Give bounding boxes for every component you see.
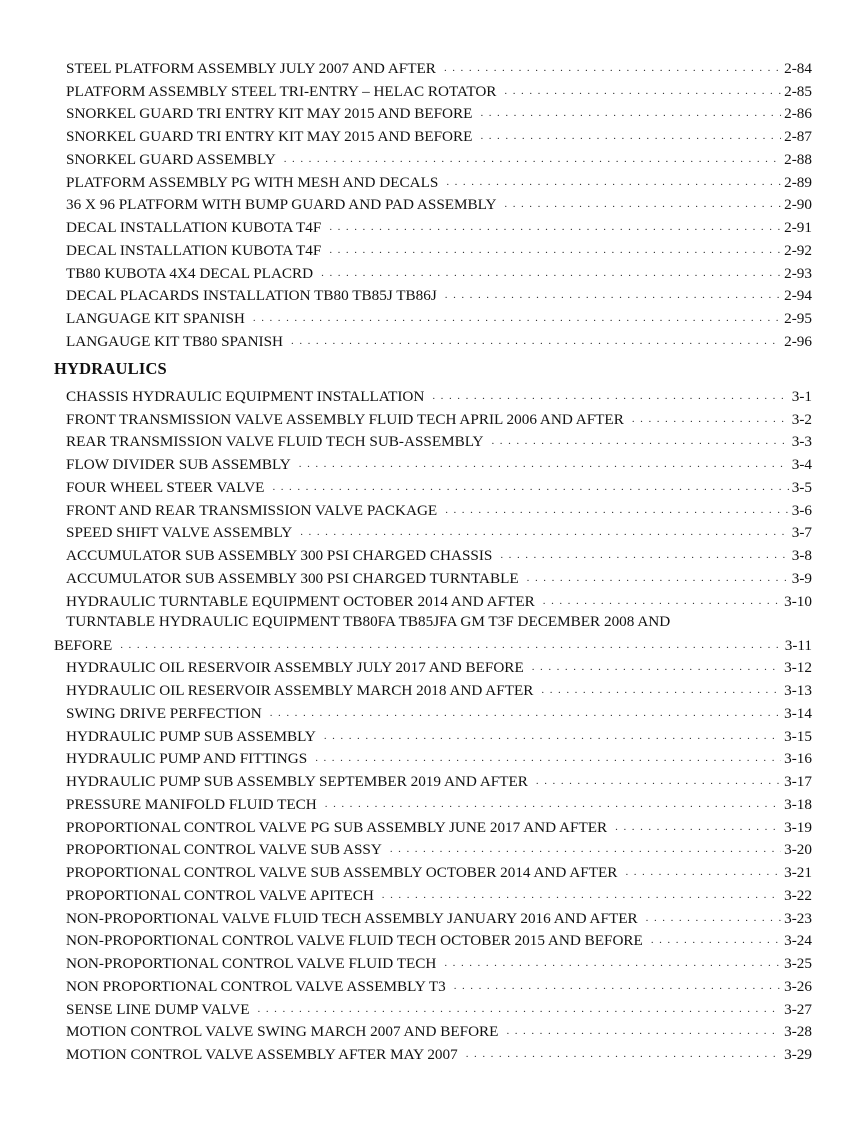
toc-entry-page: 3-19	[784, 818, 812, 836]
toc-entry-title: SNORKEL GUARD TRI ENTRY KIT MAY 2015 AND BEFORE	[66, 105, 473, 123]
toc-entry[interactable]	[54, 723, 812, 746]
toc-entry-page: 2-86	[784, 105, 812, 123]
dot-leader	[646, 912, 781, 924]
toc-entry-title: LANGAUGE KIT TB80 SPANISH	[66, 332, 284, 350]
toc-entry-title: MOTION CONTROL VALVE SWING MARCH 2007 AND BEFORE	[66, 1023, 499, 1041]
toc-entry[interactable]	[54, 655, 812, 678]
dot-leader	[625, 866, 781, 878]
toc-entry-page: 3-11	[784, 636, 812, 654]
toc-entry-title: LANGUAGE KIT SPANISH	[66, 310, 245, 327]
toc-entry-page: 2-95	[784, 310, 812, 327]
toc-entry[interactable]	[54, 542, 812, 565]
toc-entry-title: HYDRAULIC OIL RESERVOIR ASSEMBLY JULY 2017 AND BEFORE	[66, 659, 524, 677]
toc-entry-title: PROPORTIONAL CONTROL VALVE APITECH	[66, 886, 374, 904]
toc-entry-title: SENSE LINE DUMP VALVE	[66, 1000, 250, 1018]
toc-entry-page: 3-1	[791, 387, 812, 405]
toc-entry[interactable]	[54, 237, 812, 260]
dot-leader	[466, 1048, 781, 1060]
dot-leader	[532, 661, 781, 673]
toc-entry-page: 3-20	[784, 841, 812, 859]
toc-entry-page: 3-14	[784, 704, 812, 722]
dot-leader	[480, 107, 781, 119]
toc-entry-title: PLATFORM ASSEMBLY STEEL TRI-ENTRY – HELAC ROTATOR	[66, 82, 497, 100]
toc-entry-page: 3-3	[791, 433, 812, 451]
dot-leader	[500, 549, 788, 561]
toc-entry-title: NON PROPORTIONAL CONTROL VALVE ASSEMBLY T3	[66, 977, 446, 995]
dot-leader	[300, 526, 789, 538]
dot-leader	[543, 595, 781, 607]
toc-entry-page: 3-27	[784, 1000, 812, 1018]
toc-entry-page: 3-6	[791, 501, 812, 519]
toc-entry[interactable]	[54, 1019, 812, 1042]
toc-entry-page: 2-96	[784, 332, 812, 350]
dot-leader	[284, 153, 781, 165]
toc-entry-page: 3-23	[784, 909, 812, 927]
dot-leader	[615, 821, 781, 833]
toc-entry[interactable]	[54, 677, 812, 700]
toc-entry-title: HYDRAULIC TURNTABLE EQUIPMENT OCTOBER 2014 AND AFTER	[66, 592, 535, 610]
toc-entry-title: PROPORTIONAL CONTROL VALVE SUB ASSEMBLY OCTOBER 2014 AND AFTER	[66, 864, 618, 881]
dot-leader	[480, 130, 781, 142]
dot-leader	[444, 62, 781, 74]
toc-entry-title: SNORKEL GUARD TRI ENTRY KIT MAY 2015 AND BEFORE	[66, 128, 473, 145]
toc-entry-title: NON-PROPORTIONAL CONTROL VALVE FLUID TECH OCTOBER 2015 AND BEFORE	[66, 932, 643, 950]
toc-entry-page: 3-21	[784, 864, 812, 881]
dot-leader	[454, 980, 781, 992]
toc-entry-page: 3-10	[784, 592, 812, 610]
dot-leader	[329, 244, 781, 256]
dot-leader	[253, 312, 781, 324]
dot-leader	[272, 481, 788, 493]
toc-entry-page: 3-24	[784, 932, 812, 950]
toc-entry-title: PRESSURE MANIFOLD FLUID TECH	[66, 795, 317, 813]
toc-entry[interactable]	[54, 55, 812, 78]
toc-entry[interactable]	[54, 928, 812, 951]
toc-entry-page: 3-29	[784, 1046, 812, 1063]
toc-entry-title-continued: BEFORE	[54, 636, 113, 654]
toc-entry-title: HYDRAULIC PUMP SUB ASSEMBLY SEPTEMBER 2019 AND AFTER	[66, 773, 528, 790]
dot-leader	[446, 176, 781, 188]
toc-entry[interactable]	[54, 283, 812, 306]
toc-entry[interactable]	[54, 192, 812, 215]
toc-entry-title: REAR TRANSMISSION VALVE FLUID TECH SUB-ASSEMBLY	[66, 433, 484, 451]
toc-entry-page: 2-87	[784, 128, 812, 145]
toc-entry-page: 2-88	[784, 150, 812, 168]
dot-leader	[527, 572, 789, 584]
dot-leader	[504, 85, 781, 97]
toc-entry[interactable]	[54, 950, 812, 973]
toc-entry-title: PROPORTIONAL CONTROL VALVE SUB ASSY	[66, 841, 382, 859]
toc-entry-title: HYDRAULIC OIL RESERVOIR ASSEMBLY MARCH 2018 AND AFTER	[66, 682, 534, 699]
dot-leader	[432, 390, 788, 402]
toc-entry[interactable]	[54, 814, 812, 837]
toc-entry[interactable]	[54, 497, 812, 520]
toc-entry-page: 2-85	[784, 82, 812, 100]
toc-entry-page: 2-92	[784, 241, 812, 259]
dot-leader	[321, 267, 781, 279]
dot-leader	[325, 798, 781, 810]
toc-entry-page: 3-9	[791, 569, 812, 587]
dot-leader	[541, 684, 781, 696]
toc-entry[interactable]	[54, 383, 812, 406]
dot-leader	[536, 775, 781, 787]
toc-entry[interactable]	[54, 611, 812, 655]
toc-entry[interactable]	[54, 328, 812, 351]
dot-leader	[445, 504, 789, 516]
toc-list-platform	[54, 55, 812, 351]
toc-entry-page: 2-84	[784, 59, 812, 77]
dot-leader	[390, 843, 781, 855]
toc-entry-page: 3-8	[791, 547, 812, 564]
toc-entry-page: 3-13	[784, 682, 812, 699]
toc-entry[interactable]	[54, 791, 812, 814]
toc-entry-page: 3-15	[784, 727, 812, 745]
toc-entry-title: FOUR WHEEL STEER VALVE	[66, 478, 265, 496]
dot-leader	[651, 934, 781, 946]
dot-leader	[270, 707, 781, 719]
toc-entry[interactable]	[54, 882, 812, 905]
toc-entry-page: 3-28	[784, 1023, 812, 1041]
toc-entry-page: 3-4	[791, 456, 812, 473]
toc-entry-title: DECAL INSTALLATION KUBOTA T4F	[66, 241, 322, 259]
toc-entry-page: 3-22	[784, 886, 812, 904]
toc-entry-title: FRONT AND REAR TRANSMISSION VALVE PACKAGE	[66, 501, 438, 519]
toc-entry-title: ACCUMULATOR SUB ASSEMBLY 300 PSI CHARGED CHASSIS	[66, 547, 493, 564]
toc-entry-title: TURNTABLE HYDRAULIC EQUIPMENT TB80FA TB85JFA GM T3F DECEMBER 2008 AND	[66, 612, 671, 630]
toc-entry[interactable]	[54, 973, 812, 996]
toc-entry-title: FRONT TRANSMISSION VALVE ASSEMBLY FLUID TECH APRIL 2006 AND AFTER	[66, 410, 624, 428]
toc-entry-page: 2-91	[784, 219, 812, 236]
toc-entry[interactable]	[54, 214, 812, 237]
toc-entry[interactable]	[54, 768, 812, 791]
dot-leader	[329, 221, 781, 233]
toc-entry[interactable]	[54, 260, 812, 283]
toc-entry[interactable]	[54, 123, 812, 146]
toc-entry-title: NON-PROPORTIONAL CONTROL VALVE FLUID TECH	[66, 955, 437, 972]
toc-entry-page: 2-89	[784, 173, 812, 191]
dot-leader	[291, 335, 781, 347]
dot-leader	[491, 435, 788, 447]
toc-entry[interactable]	[54, 146, 812, 169]
toc-entry[interactable]	[54, 996, 812, 1019]
toc-entry-title: CHASSIS HYDRAULIC EQUIPMENT INSTALLATION	[66, 387, 425, 405]
toc-entry[interactable]	[54, 169, 812, 192]
dot-leader	[258, 1003, 782, 1015]
toc-entry[interactable]	[54, 588, 812, 611]
dot-leader	[315, 752, 781, 764]
toc-entry-title: SWING DRIVE PERFECTION	[66, 704, 262, 722]
toc-entry[interactable]	[54, 406, 812, 429]
toc-entry[interactable]	[54, 78, 812, 101]
toc-entry-page: 3-16	[784, 750, 812, 768]
toc-entry[interactable]	[54, 837, 812, 860]
toc-entry-title: FLOW DIVIDER SUB ASSEMBLY	[66, 456, 291, 473]
toc-entry-title: HYDRAULIC PUMP AND FITTINGS	[66, 750, 308, 768]
toc-entry-title: MOTION CONTROL VALVE ASSEMBLY AFTER MAY 2007	[66, 1046, 458, 1063]
toc-entry[interactable]	[54, 520, 812, 543]
toc-entry-title: DECAL INSTALLATION KUBOTA T4F	[66, 219, 322, 236]
toc-entry-page: 2-93	[784, 264, 812, 282]
toc-entry-page: 2-90	[784, 196, 812, 214]
toc-entry[interactable]	[54, 429, 812, 452]
toc-entry[interactable]	[54, 1041, 812, 1064]
toc-entry[interactable]	[54, 451, 812, 474]
toc-entry-title: PROPORTIONAL CONTROL VALVE PG SUB ASSEMBLY JUNE 2017 AND AFTER	[66, 818, 608, 836]
toc-entry-title: PLATFORM ASSEMBLY PG WITH MESH AND DECALS	[66, 173, 439, 191]
toc-entry-page: 3-7	[791, 524, 812, 542]
toc-entry[interactable]	[54, 305, 812, 328]
toc-entry-page: 3-18	[784, 795, 812, 813]
toc-entry[interactable]	[54, 859, 812, 882]
toc-entry-page: 2-94	[784, 287, 812, 305]
toc-entry-title: NON-PROPORTIONAL VALVE FLUID TECH ASSEMBLY JANUARY 2016 AND AFTER	[66, 909, 638, 927]
dot-leader	[299, 458, 789, 470]
dot-leader	[444, 957, 781, 969]
toc-entry[interactable]	[54, 905, 812, 928]
section-heading-hydraulics: HYDRAULICS	[54, 359, 167, 378]
toc-entry-title: STEEL PLATFORM ASSEMBLY JULY 2007 AND AFTER	[66, 59, 436, 77]
toc-list-hydraulics	[54, 383, 812, 1064]
toc-entry-page: 3-26	[784, 977, 812, 995]
toc-entry-title: 36 X 96 PLATFORM WITH BUMP GUARD AND PAD ASSEMBLY	[66, 196, 497, 214]
dot-leader	[382, 889, 781, 901]
dot-leader	[632, 413, 789, 425]
toc-entry-title: SNORKEL GUARD ASSEMBLY	[66, 150, 276, 168]
toc-entry[interactable]	[54, 565, 812, 588]
dot-leader	[120, 639, 781, 651]
toc-entry[interactable]	[54, 101, 812, 124]
toc-entry-page: 3-12	[784, 659, 812, 677]
dot-leader	[506, 1025, 781, 1037]
toc-entry-page: 3-5	[791, 478, 812, 496]
dot-leader	[504, 198, 781, 210]
toc-entry-title: SPEED SHIFT VALVE ASSEMBLY	[66, 524, 293, 542]
toc-entry-title: HYDRAULIC PUMP SUB ASSEMBLY	[66, 727, 316, 745]
toc-entry-title: TB80 KUBOTA 4X4 DECAL PLACRD	[66, 264, 314, 282]
toc-entry[interactable]	[54, 474, 812, 497]
dot-leader	[324, 730, 781, 742]
dot-leader	[445, 289, 781, 301]
toc-entry-page: 3-17	[784, 773, 812, 790]
toc-entry[interactable]	[54, 746, 812, 769]
toc-entry-title: DECAL PLACARDS INSTALLATION TB80 TB85J TB86J	[66, 287, 437, 305]
toc-entry-title: ACCUMULATOR SUB ASSEMBLY 300 PSI CHARGED TURNTABLE	[66, 569, 519, 587]
toc-entry-page: 3-2	[791, 410, 812, 428]
toc-entry-page: 3-25	[784, 955, 812, 972]
toc-entry[interactable]	[54, 700, 812, 723]
